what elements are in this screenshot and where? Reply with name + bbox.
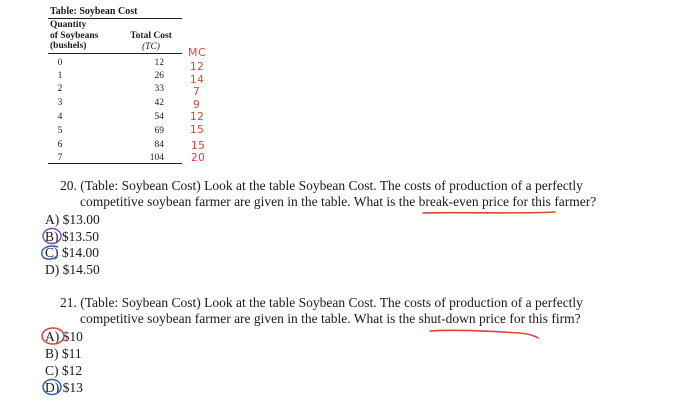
question-20-line-1: 20. (Table: Soybean Cost) Look at the table Soybean Cost. The costs of production of a perfectly [60,178,583,193]
handwritten-mc-0: 12 [190,61,205,73]
header-quantity-line-1: Quantity [50,20,87,30]
header-total-cost-line-1: Total Cost [130,31,172,41]
q21-option-c[interactable]: C) $12 [45,363,83,378]
handwritten-mc-2: 7 [193,86,201,98]
table-row-tc-3: 42 [154,98,164,108]
table-title: Table: Soybean Cost [50,6,138,17]
question-21-line-2: competitive soybean farmer are given in the table. What is the shut-down price for this firm? [80,310,581,326]
handwritten-mc-header: MC [188,46,207,59]
table-row-q-0: 0 [57,58,63,68]
table-row-q-1: 1 [57,71,63,81]
table-row-q-7: 7 [57,153,63,163]
q20-option-a[interactable]: A) $13.00 [45,212,100,227]
table-header-rule [48,53,182,54]
table-top-rule [48,18,182,19]
table-row-q-6: 6 [57,140,63,150]
question-20 [60,178,700,209]
handwritten-mc-1: 14 [190,74,205,86]
handwritten-mc-4: 12 [190,111,205,123]
table-row-q-5: 5 [57,126,63,136]
table-row-tc-5: 69 [154,126,164,136]
header-quantity-line-3: (bushels) [50,41,87,51]
q20-option-b[interactable]: B) $13.50 [45,229,99,244]
header-quantity-line-2: of Soybeans [50,30,99,41]
table-row-tc-4: 54 [154,112,164,122]
handwritten-mc-3: 9 [193,99,201,111]
table-row-tc-7: 104 [149,153,164,163]
header-total-cost-line-2: (TC) [142,41,160,52]
header-quantity [50,20,98,52]
question-20-line-2: competitive soybean farmer are given in the table. What is the break-even price for this farmer? [80,193,597,209]
handwritten-mc-5: 15 [190,124,205,136]
table-row-tc-2: 33 [154,84,164,94]
shut-down-underline [430,330,538,338]
handwritten-mc-7: 20 [191,152,206,164]
q21-option-b[interactable]: B) $11 [45,346,82,361]
question-21 [60,295,700,326]
question-21-line-1: 21. (Table: Soybean Cost) Look at the table Soybean Cost. The costs of production of a perfectly [60,295,583,310]
table-row-tc-6: 84 [154,140,164,150]
table-row-q-3: 3 [57,98,63,108]
q20-option-d[interactable]: D) $14.50 [45,262,100,277]
table-row-q-2: 2 [57,84,63,94]
table-row-q-4: 4 [57,112,63,122]
header-total-cost [126,31,176,52]
table-bottom-rule [48,163,182,164]
q20-option-c[interactable]: C) $14.00 [45,245,99,260]
q21-option-a[interactable]: A) $10 [45,329,83,344]
break-even-underline [423,212,555,213]
table-row-tc-1: 26 [154,71,164,81]
q21-option-d[interactable]: D) $13 [45,380,83,395]
table-row-tc-0: 12 [154,58,164,68]
handwritten-mc-6: 15 [191,140,206,152]
